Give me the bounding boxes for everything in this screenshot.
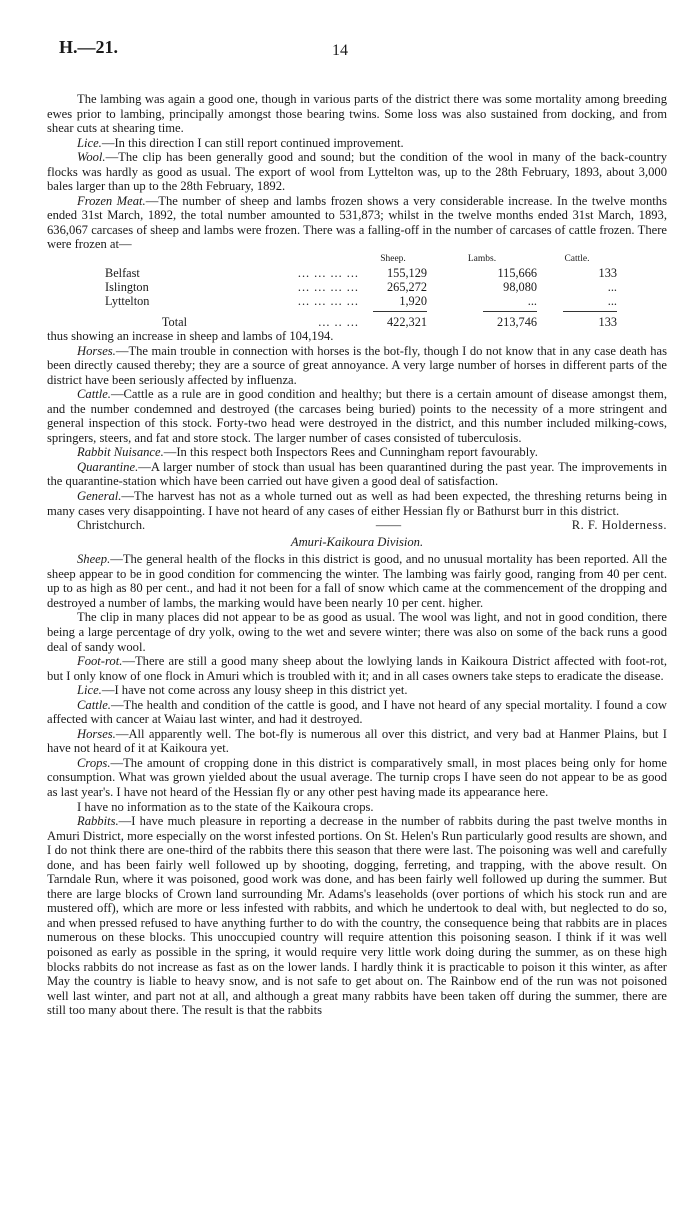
general-text: —The harvest has not as a whole turned out as well as had been expected, the threshing returns being in many cases very disappointing. I have not heard of any cases of either Hessian fly or Bathurst burr in this district. bbox=[47, 489, 667, 518]
cell-cattle: ... bbox=[607, 294, 617, 309]
table-row bbox=[105, 294, 617, 308]
paragraph-foot-rot bbox=[47, 654, 667, 683]
cattle-heading: Cattle. bbox=[77, 387, 111, 402]
frozen-meat-heading: Frozen Meat. bbox=[77, 193, 146, 208]
general-heading: General. bbox=[77, 489, 122, 504]
paragraph-cattle-amuri bbox=[47, 698, 667, 727]
document-reference: H.—21. bbox=[59, 37, 119, 57]
paragraph-crops bbox=[47, 756, 667, 800]
cattle-amuri-text: —The health and condition of the cattle is good, and I have not heard of any special mortality. I found a cow affected with cancer at Waiau last winter, and had it destroyed. bbox=[47, 697, 667, 727]
quarantine-heading: Quarantine. bbox=[77, 459, 139, 474]
paragraph-rabbit-nuisance bbox=[47, 445, 667, 460]
row-leader: ... ... ... ... bbox=[297, 294, 359, 309]
row-place: Belfast bbox=[105, 266, 140, 281]
cell-sheep: 155,129 bbox=[387, 266, 427, 281]
rabbits-heading: Rabbits. bbox=[77, 814, 119, 829]
lice-amuri-text: —I have not come across any lousy sheep in this district yet. bbox=[101, 683, 408, 698]
lice-heading: Lice. bbox=[77, 135, 102, 150]
total-sheep: 422,321 bbox=[387, 315, 427, 330]
paragraph-sheep bbox=[47, 552, 667, 610]
total-cattle: 133 bbox=[598, 315, 617, 330]
lice-text: —In this direction I can still report continued improvement. bbox=[101, 135, 404, 150]
signature-dash: —— bbox=[375, 518, 402, 533]
crops-text: —The amount of cropping done in this district is comparatively small, in most places being only for home consumption. What was grown yielded about the usual average. The turnip crops I have seen do not appear to be as good as last year's. I have not heard of the Hessian fly or any other pest having made its appearance here. bbox=[47, 755, 667, 799]
table-rule bbox=[105, 308, 617, 315]
horses-amuri-text: —All apparently well. The bot-fly is numerous all over this district, and very bad at Hanmer Plains, but I have not heard of it at Kaikoura yet. bbox=[47, 726, 667, 756]
column-header-cattle: Cattle. bbox=[564, 254, 590, 265]
signature-line bbox=[77, 518, 667, 533]
paragraph-lice-amuri bbox=[47, 683, 667, 698]
rabbit-nuisance-heading: Rabbit Nuisance. bbox=[77, 445, 164, 460]
total-lambs: 213,746 bbox=[497, 315, 537, 330]
wool-text: —The clip has been generally good and sound; but the condition of the wool in many of the back-country flocks was hardly as good as usual. The export of wool from Lyttelton was, up to the 28th February, 1893, about 3,000 bales larger than up to the 28th February, 1892. bbox=[47, 150, 667, 194]
paragraph-rabbits bbox=[47, 814, 667, 1018]
horses-heading: Horses. bbox=[77, 343, 116, 358]
row-place: Islington bbox=[105, 280, 149, 295]
frozen-meat-table bbox=[105, 252, 617, 329]
quarantine-text: —A larger number of stock than usual has been quarantined during the past year. The improvements in the quarantine-station which have been carried out have given a good deal of satisfaction. bbox=[47, 459, 667, 489]
cell-cattle: ... bbox=[607, 280, 617, 295]
sheep-text: —The general health of the flocks in this district is good, and no unusual mortality has been reported. All the sheep appear to be in good condition for commencing the winter. The lambing was fairly good, ranging from 40 per cent. up to as high as 80 per cent., and had it not been for a fall of snow which came at the commencement of the dropping and destroyed a number of lambs, the marking would have been nearly 10 per cent. higher. bbox=[47, 552, 667, 610]
column-header-sheep: Sheep. bbox=[380, 254, 406, 265]
paragraph-increase: thus showing an increase in sheep and lambs of 104,194. bbox=[47, 329, 334, 344]
column-header-lambs: Lambs. bbox=[467, 254, 497, 265]
table-total-row bbox=[105, 315, 617, 329]
cell-lambs: ... bbox=[527, 294, 537, 309]
row-place: Lyttelton bbox=[105, 294, 150, 309]
page-body bbox=[47, 92, 667, 1018]
foot-rot-heading: Foot-rot. bbox=[77, 654, 123, 669]
total-leader: ... .. ... bbox=[318, 315, 359, 330]
cell-sheep: 265,272 bbox=[387, 280, 427, 295]
table-row bbox=[105, 280, 617, 294]
cell-lambs: 98,080 bbox=[503, 280, 537, 295]
crops-heading: Crops. bbox=[77, 755, 111, 770]
paragraph-frozen-meat bbox=[47, 194, 667, 252]
row-leader: ... ... ... ... bbox=[297, 280, 359, 295]
sheep-heading: Sheep. bbox=[77, 552, 111, 567]
lice-amuri-heading: Lice. bbox=[77, 683, 102, 698]
rabbit-nuisance-text: —In this respect both Inspectors Rees and Cunningham report favourably. bbox=[163, 445, 538, 460]
paragraph-horses-amuri bbox=[47, 727, 667, 756]
paragraph-general bbox=[47, 489, 667, 518]
cell-sheep: 1,920 bbox=[399, 294, 427, 309]
sum-rule bbox=[373, 311, 427, 312]
paragraph-horses bbox=[47, 344, 667, 388]
sum-rule bbox=[563, 311, 617, 312]
cell-cattle: 133 bbox=[598, 266, 617, 281]
rabbits-text: —I have much pleasure in reporting a decrease in the number of rabbits during the past twelve months in Amuri District, more especially on the worst infested portions. On St. Helen's Run particularly good results are shown, and I do not think there are one-third of the rabbits there this season that there were last. The poisoning was well and carefully done, and has been fairly well followed up by shooting, dogging, ferreting, and trapping, with the above result. On Tarndale Run, where it was poisoned, good work was done, and has been fairly well followed up during the summer. But there are large blocks of Crown land surrounding Mr. Adams's leaseholds (over portions of which his stock run and are mustered off), which are more or less infested with rabbits, and which he undertook to deal with, but neglected to do so, and when pressed refused to have anything further to do with the country, the consequence being that rabbits are in places numerous on these blocks. This unoccupied country will require attention this poisoning season. I think if it was well poisoned as early as possible in the spring, it would require very little work doing during the summer, as on these high blocks rabbits do not increase as fast as on the lower lands. I hardly think it is practicable to poison it this winter, as after May the country is liable to heavy snow, and is not safe to get about on. The Rainbow end of the run was not poisoned well last winter, and part not at all, and although a great many rabbits have been taken off during the summer, there are still too many about there. The result is that the rabbits bbox=[47, 814, 667, 1018]
wool-heading: Wool. bbox=[77, 150, 106, 165]
paragraph-wool bbox=[47, 150, 667, 194]
frozen-meat-text: —The number of sheep and lambs frozen shows a very considerable increase. In the twelve months ended 31st March, 1892, the total number amounted to 531,873; whilst in the twelve months ended 31st March, 1893, 636,067 carcases of sheep and lambs were frozen. There was a falling-off in the number of carcases of cattle frozen. There were frozen at— bbox=[47, 193, 667, 252]
total-label: Total bbox=[161, 315, 187, 330]
paragraph-no-information: I have no information as to the state of the Kaikoura crops. bbox=[77, 799, 374, 814]
foot-rot-text: —There are still a good many sheep about the lowlying lands in Kaikoura District affected with foot-rot, but I only know of one flock in Amuri which is troubled with it; and in all cases owners take steps to eradicate the disease. bbox=[47, 654, 667, 683]
horses-text: —The main trouble in connection with horses is the bot-fly, though I do not know that in any case death has been directly caused thereby; they are a source of great annoyance. A very large number of horses in different parts of the district have been seriously affected by influenza. bbox=[47, 343, 667, 387]
cattle-text: —Cattle as a rule are in good condition and healthy; but there is a certain amount of disease amongst them, and the number condemned and destroyed (the carcases being buried) points to the necessity of a more stringent and general inspection of this stock. Forty-two head were destroyed in the district, and this number included milking-cows, springers, steers, and fat and store stock. The larger number of cases consisted of tuberculosis. bbox=[47, 387, 667, 445]
division-heading: Amuri-Kaikoura Division. bbox=[290, 534, 424, 549]
cattle-amuri-heading: Cattle. bbox=[77, 697, 111, 712]
table-header-row bbox=[105, 252, 617, 266]
horses-amuri-heading: Horses. bbox=[77, 726, 116, 741]
sum-rule bbox=[483, 311, 537, 312]
page-number: 14 bbox=[332, 42, 348, 59]
signature-name: R. F. Holderness. bbox=[571, 518, 667, 533]
paragraph-quarantine bbox=[47, 460, 667, 489]
row-leader: ... ... ... ... bbox=[297, 266, 359, 281]
paragraph-lambing: The lambing was again a good one, though in various parts of the district there was some mortality among breeding ewes prior to lambing, principally amongst those bearing twins. Some loss was also sustained from docking, and from shear cuts at shearing time. bbox=[47, 92, 667, 136]
table-row bbox=[105, 266, 617, 280]
signature-place: Christchurch. bbox=[77, 518, 146, 533]
cell-lambs: 115,666 bbox=[497, 266, 537, 281]
paragraph-clip: The clip in many places did not appear to be as good as usual. The wool was light, and not in good condition, there being a large percentage of dry yolk, owing to the wet and severe winter; there was also on some of the back runs a good deal of sandy wool. bbox=[47, 610, 667, 654]
paragraph-lice bbox=[47, 136, 667, 151]
paragraph-cattle bbox=[47, 387, 667, 445]
